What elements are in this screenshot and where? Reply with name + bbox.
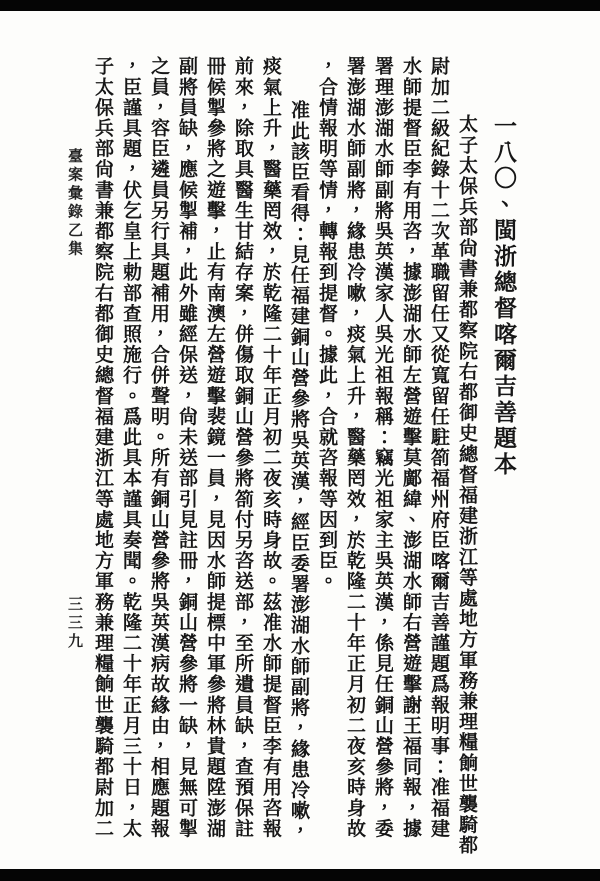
text-column: 前來，除取具醫生甘結存案，併傷取銅山營參將箚付另咨送部，至所遺員缺，查預保註	[232, 56, 253, 839]
text-column: 副將員缺，應候掣補，此外雖經保送，尙未送部引見註冊，銅山營參將一缺，見無可掣	[176, 56, 197, 839]
book-title-margin: 臺案彙錄乙集	[66, 148, 82, 259]
document-title: 一八〇、閩浙總督喀爾吉善題本	[491, 114, 516, 478]
page-number: 三三九	[66, 596, 82, 652]
document-text-block	[88, 56, 518, 872]
text-column: 准此該臣看得：見任福建銅山營參將吳英漢，經臣委署澎湖水師副將，緣患冷嗽，	[288, 100, 309, 842]
scan-edge-top-bar	[0, 0, 600, 11]
text-column: 署理澎湖水師副將吳英漢家人吳光祖報稱：竊光祖家主吳英漢，係見任銅山營參將，委	[372, 56, 393, 839]
text-column: 水師提督臣李有用咨，據澎湖水師左營遊擊莫鄺緯、澎湖水師右營遊擊謝王福同報，據	[400, 56, 421, 839]
text-column: 尉加二級紀錄十二次革職留任又從寬留任駐箚福州府臣喀爾吉善謹題爲報明事：准福建	[428, 56, 449, 839]
text-column: ，合情報明等情，轉報到提督。據此，合就咨報等因到臣。	[316, 56, 337, 592]
text-column: ，臣謹具題，伏乞皇上勅部查照施行。爲此具本謹具奏聞。乾隆二十年正月三十日，太	[120, 56, 141, 839]
text-column: 冊候掣參將之遊擊，止有南澳左營遊擊裴鏡一員，見因水師提標中軍參將林貴題陞澎湖	[204, 56, 225, 839]
text-column: 之員，容臣遴員另行具題補用，合併聲明。所有銅山營參將吳英漢病故緣由，相應題報	[148, 56, 169, 839]
text-column: 痰氣上升，醫藥罔效，於乾隆二十年正月初二夜亥時身故。茲准水師提督臣李有用咨報	[260, 56, 281, 839]
text-column: 子太保兵部尙書兼都察院右都御史總督福建浙江等處地方軍務兼理糧餉世襲騎都尉加二	[92, 56, 113, 839]
scan-edge-bottom-bar	[0, 869, 600, 881]
text-column: 太子太保兵部尙書兼都察院右都御史總督福建浙江等處地方軍務兼理糧餉世襲騎都	[456, 114, 477, 856]
text-column: 署澎湖水師副將，緣患冷嗽，痰氣上升，醫藥罔效，於乾隆二十年正月初二夜亥時身故	[344, 56, 365, 839]
